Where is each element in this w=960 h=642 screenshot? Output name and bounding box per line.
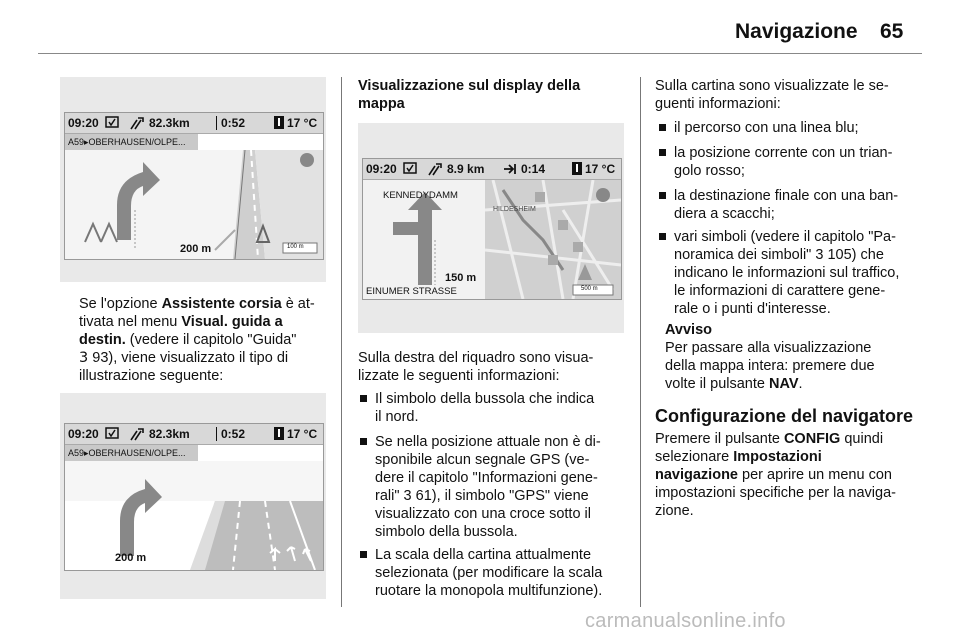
distance-remaining: 8.9 km: [447, 162, 485, 176]
bullet-icon: [659, 192, 666, 199]
page-ref-icon: 3: [79, 350, 89, 366]
note-box: Avviso Per passare alla visualizzazione della mappa intera: premere due volte il pulsante NAV.: [665, 321, 925, 393]
time-remaining: 0:14: [521, 162, 546, 176]
map-city-label: HILDESHEIM: [493, 206, 536, 213]
turn-distance: 200 m: [180, 243, 212, 255]
list-item: vari simboli (vedere il capitolo "Pa- noramica dei simboli" 3 105) che indicano le informazioni sul traffico, le informazioni di carattere gene- rale o i punti d'interesse.: [659, 228, 924, 318]
status-bar: [65, 424, 323, 445]
distance-remaining: 82.3km: [149, 116, 190, 130]
assistant-lane-paragraph: Se l'opzione Assistente corsia è at- tivata nel menu Visual. guida a destin. (vedere il capitolo "Guida" 3 93), viene visualizzato il tipo di illustrazione seguente:: [79, 296, 315, 384]
street-name-bottom: EINUMER STRASSE: [366, 286, 457, 297]
header-rule: [38, 53, 922, 54]
outside-temperature: 17 °C: [585, 162, 616, 176]
section-heading-nav-config: Configurazione del navigatore: [655, 406, 914, 426]
time-remaining: 0:52: [221, 427, 246, 441]
bullet-icon: [659, 149, 666, 156]
clock: 09:20: [366, 162, 397, 176]
bullet-icon: [360, 438, 367, 445]
turn-distance: 150 m: [445, 272, 477, 284]
map-info-intro: Sulla cartina sono visualizzate le se- guenti informazioni:: [655, 78, 889, 112]
outside-temperature: 17 °C: [287, 116, 318, 130]
status-bar: [363, 159, 621, 180]
road-name-bar: A59▸OBERHAUSEN/OLPE...: [65, 134, 198, 150]
route-distance-icon: [129, 116, 145, 130]
nav-config-paragraph: Premere il pulsante CONFIG quindi selezionare Impostazioni navigazione per aprire un menu con impostazioni specifiche per la naviga- zione.: [655, 431, 896, 519]
note-title: Avviso: [665, 322, 713, 338]
status-separator: [216, 116, 217, 130]
map-display-intro: Sulla destra del riquadro sono visua- lizzate le seguenti informazioni:: [358, 350, 594, 384]
temperature-icon: [273, 426, 285, 441]
status-separator: [216, 427, 217, 441]
section-heading-map-display: Visualizzazione sul display della mappa: [358, 78, 581, 112]
page-header-title: Navigazione: [735, 20, 858, 43]
figure-2-screen: [64, 423, 324, 571]
page-ref-icon: 3: [815, 247, 824, 263]
list-item: la posizione corrente con un trian- golo rosso;: [659, 144, 924, 180]
lane-assist-illustration: [65, 461, 323, 570]
temperature-icon: [273, 115, 285, 130]
footer-watermark: carmanualsonline.info: [585, 610, 786, 632]
column-divider-left: [341, 77, 342, 607]
clock: 09:20: [68, 116, 99, 130]
column-divider-right: [640, 77, 641, 607]
distance-remaining: 82.3km: [149, 427, 190, 441]
time-remaining: 0:52: [221, 116, 246, 130]
bullet-icon: [360, 551, 367, 558]
bullet-icon: [360, 395, 367, 402]
list-item: Se nella posizione attuale non è di- sponibile alcun segnale GPS (ve- dere il capitolo "Informazioni gene- rali" 3 61), il simbolo "GPS" viene visualizzato con una croce sotto il simbolo della bussola.: [360, 433, 635, 541]
outside-temperature: 17 °C: [287, 427, 318, 441]
street-name-top: KENNEDYDAMM: [383, 190, 458, 201]
figure-1-screen: [64, 112, 324, 260]
turn-distance: 200 m: [115, 552, 147, 564]
clock: 09:20: [68, 427, 99, 441]
list-item: la destinazione finale con una ban- diera a scacchi;: [659, 187, 924, 223]
route-distance-icon: [427, 162, 443, 176]
figure-3-screen: [362, 158, 622, 300]
map-scale: 100 m: [287, 244, 304, 250]
bullet-icon: [659, 233, 666, 240]
destination-icon: [503, 163, 517, 175]
map-scale: 500 m: [581, 286, 598, 292]
page-ref-icon: 3: [403, 488, 412, 504]
bullet-icon: [659, 124, 666, 131]
temperature-icon: [571, 161, 583, 176]
route-distance-icon: [129, 427, 145, 441]
page-number: 65: [880, 20, 904, 43]
list-item: Il simbolo della bussola che indica il nord.: [360, 390, 635, 426]
gps-icon: [403, 162, 417, 175]
road-name-bar: A59▸OBERHAUSEN/OLPE...: [65, 445, 198, 461]
list-item: La scala della cartina attualmente selezionata (per modificare la scala ruotare la monopola multifunzione).: [360, 546, 640, 600]
gps-icon: [105, 427, 119, 440]
gps-icon: [105, 116, 119, 129]
list-item: il percorso con una linea blu;: [659, 119, 924, 137]
status-bar: [65, 113, 323, 134]
